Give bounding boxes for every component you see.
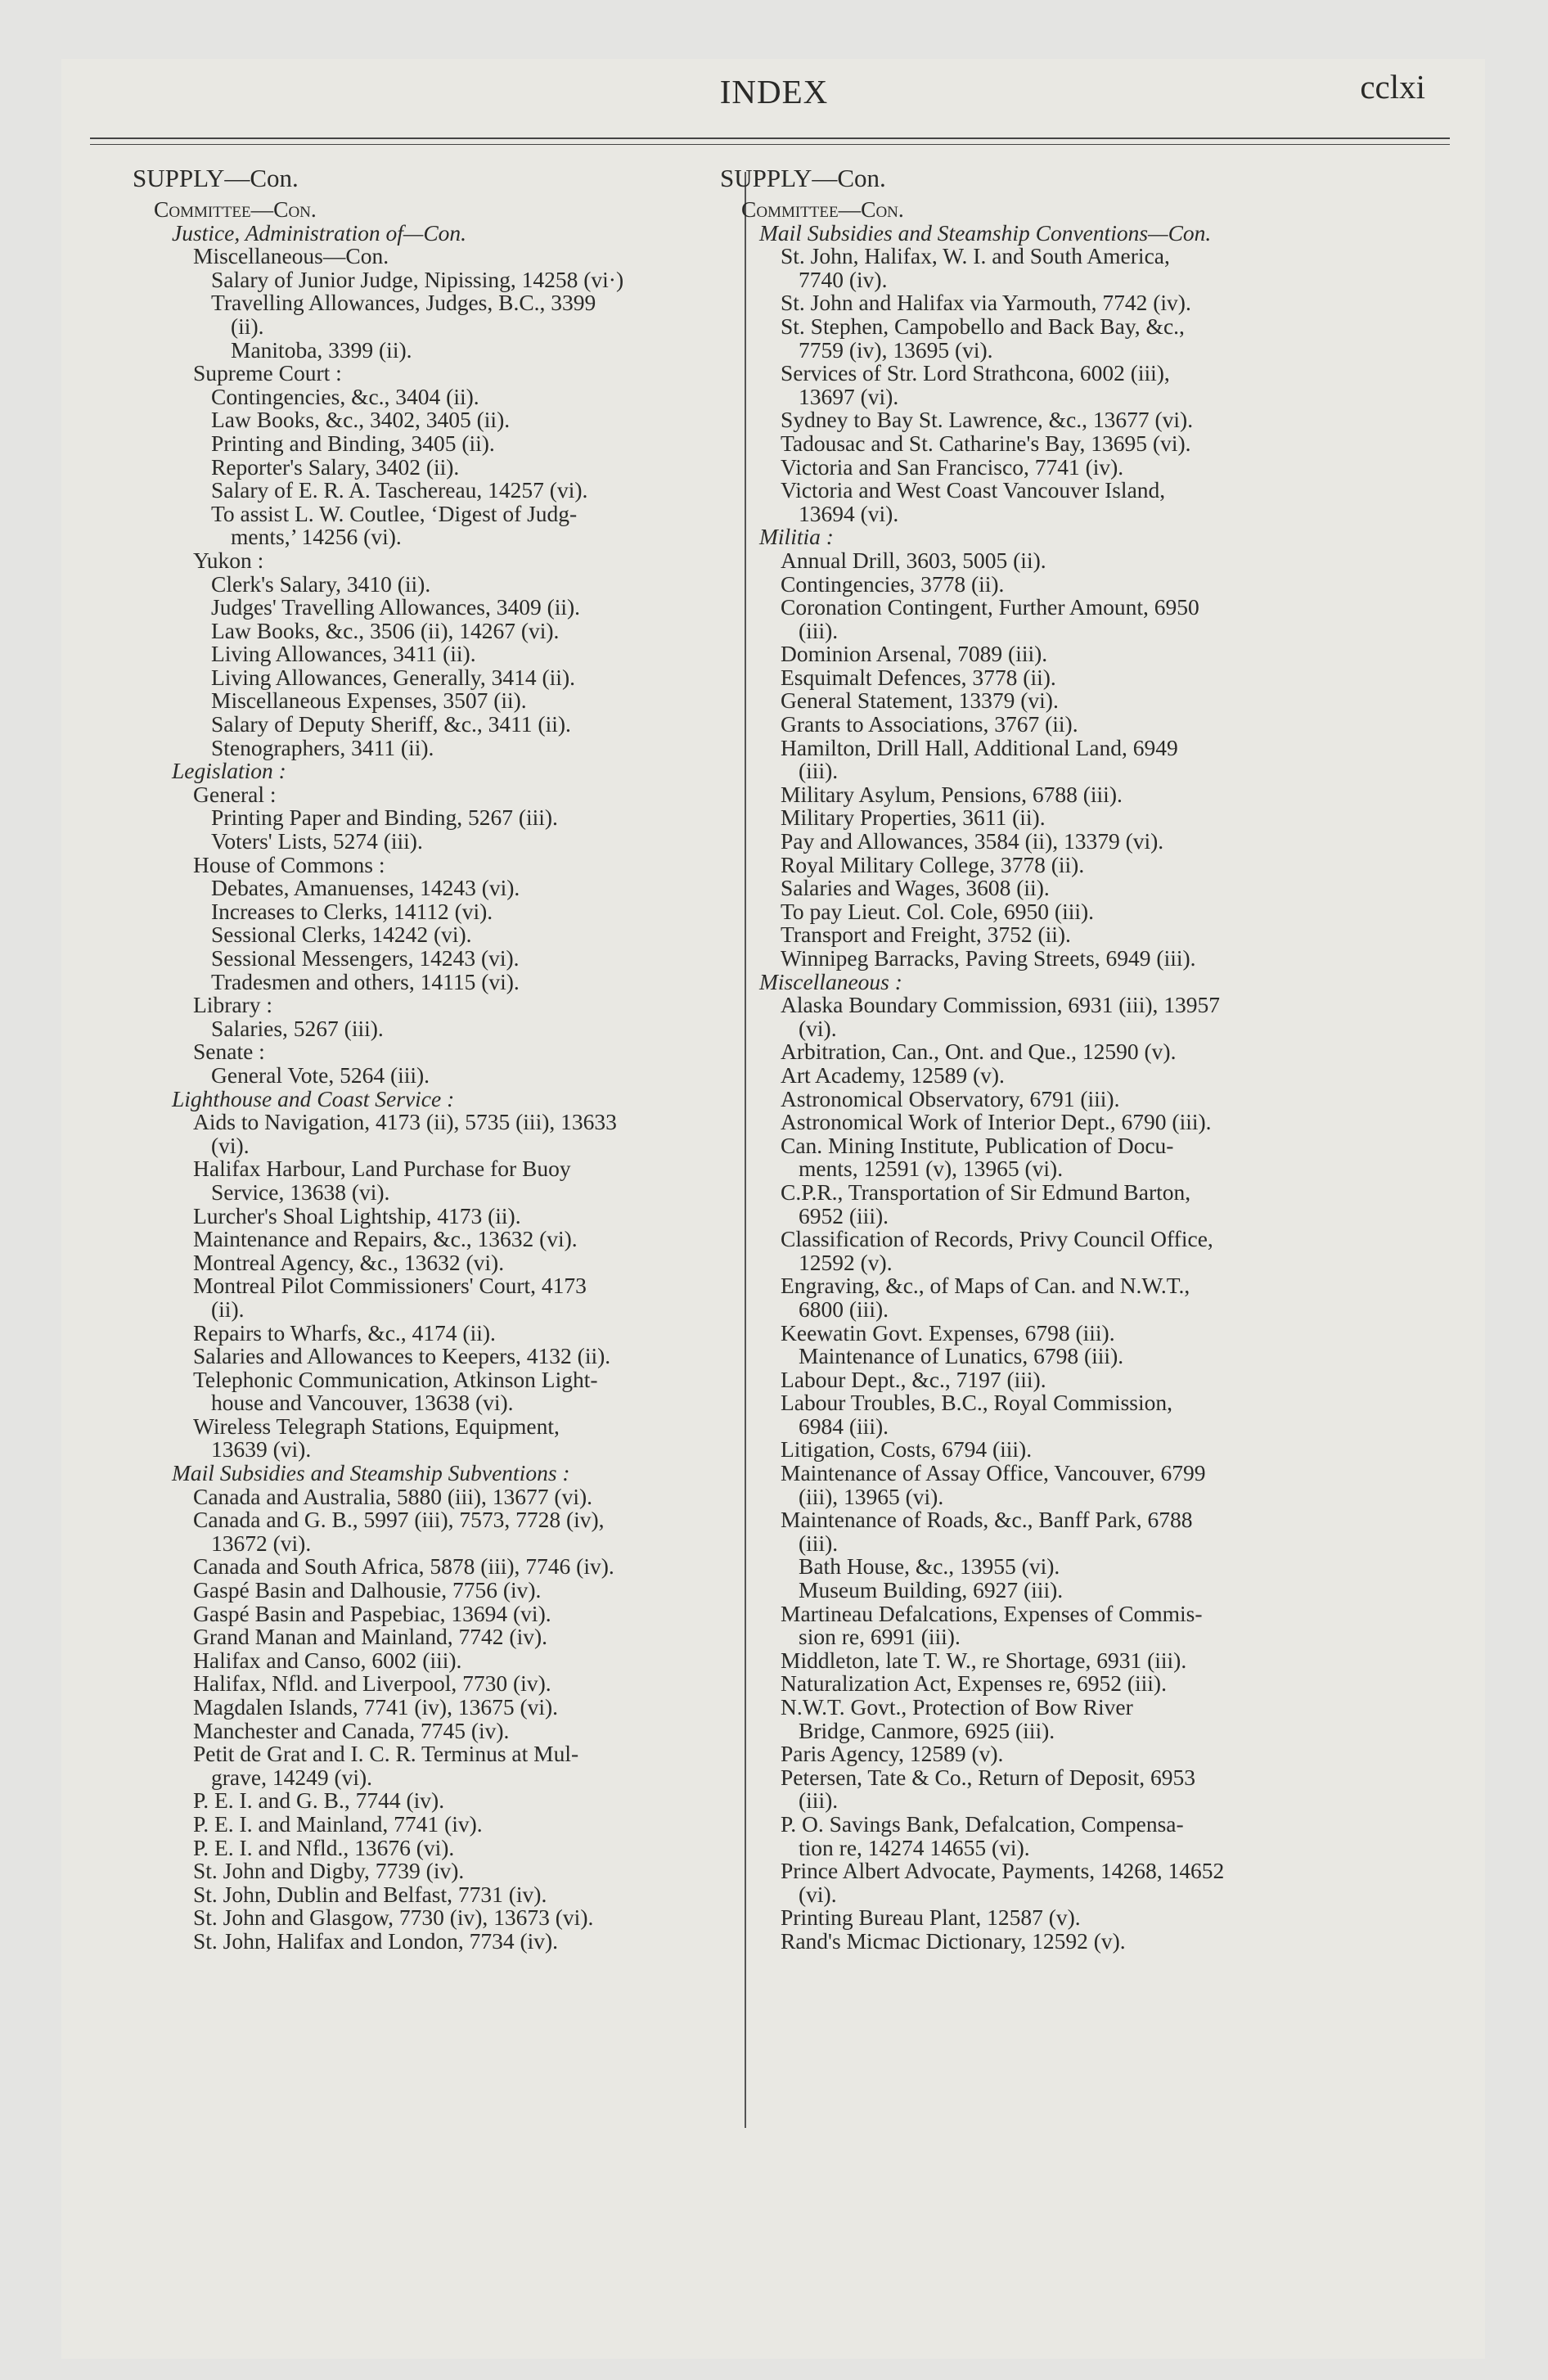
index-entry: 12592 (v).	[799, 1249, 893, 1275]
index-entry: Law Books, &c., 3402, 3405 (ii).	[211, 407, 511, 433]
index-entry: Rand's Micmac Dictionary, 12592 (v).	[781, 1927, 1126, 1954]
index-subheading: Committee—Con.	[154, 196, 317, 222]
index-entry: P. E. I. and Mainland, 7741 (iv).	[193, 1810, 483, 1837]
index-entry: To pay Lieut. Col. Cole, 6950 (iii).	[781, 898, 1095, 924]
index-entry: Transport and Freight, 3752 (ii).	[781, 922, 1071, 948]
index-entry: (iii).	[799, 1530, 839, 1556]
index-entry: Grand Manan and Mainland, 7742 (iv).	[193, 1624, 548, 1650]
index-entry: Judges' Travelling Allowances, 3409 (ii).	[211, 594, 581, 620]
index-entry: St. John, Halifax, W. I. and South America,	[781, 243, 1170, 269]
index-entry: Law Books, &c., 3506 (ii), 14267 (vi).	[211, 617, 560, 643]
index-entry: General :	[193, 781, 277, 807]
index-entry: House of Commons :	[193, 851, 385, 877]
index-entry: Debates, Amanuenses, 14243 (vi).	[211, 875, 520, 901]
index-entry: 13639 (vi).	[211, 1436, 312, 1463]
index-entry: Can. Mining Institute, Publication of Docu-	[781, 1132, 1174, 1158]
index-entry: Printing and Binding, 3405 (ii).	[211, 430, 495, 456]
index-entry: Winnipeg Barracks, Paving Streets, 6949 (iii).	[781, 945, 1196, 971]
index-entry: Litigation, Costs, 6794 (iii).	[781, 1436, 1033, 1463]
index-entry: Stenographers, 3411 (ii).	[211, 734, 434, 760]
index-entry: Tadousac and St. Catharine's Bay, 13695 (vi).	[781, 430, 1191, 456]
index-entry: St. John, Dublin and Belfast, 7731 (iv).	[193, 1881, 547, 1907]
index-entry: Labour Dept., &c., 7197 (iii).	[781, 1366, 1046, 1392]
index-entry: Miscellaneous—Con.	[193, 243, 389, 269]
index-entry: Martineau Defalcations, Expenses of Commis-	[781, 1600, 1203, 1626]
index-entry: tion re, 14274 14655 (vi).	[799, 1834, 1030, 1860]
index-entry: Art Academy, 12589 (v).	[781, 1062, 1005, 1088]
index-entry: P. E. I. and Nfld., 13676 (vi).	[193, 1834, 455, 1860]
index-entry: Salaries and Allowances to Keepers, 4132 (ii).	[193, 1343, 611, 1369]
index-entry: 7759 (iv), 13695 (vi).	[799, 336, 993, 363]
index-entry: Miscellaneous Expenses, 3507 (ii).	[211, 687, 527, 714]
index-entry: Astronomical Observatory, 6791 (iii).	[781, 1085, 1120, 1111]
index-entry: Manitoba, 3399 (ii).	[231, 336, 412, 363]
index-entry: Magdalen Islands, 7741 (iv), 13675 (vi).	[193, 1694, 559, 1720]
index-entry: Naturalization Act, Expenses re, 6952 (iii).	[781, 1670, 1167, 1697]
index-entry: Alaska Boundary Commission, 6931 (iii), 13957	[781, 992, 1220, 1018]
index-entry: Maintenance and Repairs, &c., 13632 (vi).	[193, 1226, 578, 1252]
index-entry: 7740 (iv).	[799, 266, 888, 292]
index-entry: General Statement, 13379 (vi).	[781, 687, 1059, 714]
index-entry: Montreal Pilot Commissioners' Court, 4173	[193, 1273, 587, 1299]
index-entry: Salary of Deputy Sheriff, &c., 3411 (ii).	[211, 711, 571, 737]
index-entry: Canada and Australia, 5880 (iii), 13677 (vi).	[193, 1483, 593, 1509]
index-entry: Hamilton, Drill Hall, Additional Land, 6949	[781, 734, 1178, 760]
index-entry: Astronomical Work of Interior Dept., 6790 (iii).	[781, 1109, 1212, 1135]
index-entry: Victoria and San Francisco, 7741 (iv).	[781, 453, 1124, 480]
index-subheading: Mail Subsidies and Steamship Conventions—Con.	[759, 219, 1212, 246]
index-entry: Coronation Contingent, Further Amount, 6950	[781, 594, 1199, 620]
section-heading: SUPPLY—Con.	[720, 164, 886, 192]
index-subheading: Militia :	[759, 524, 834, 550]
index-entry: Classification of Records, Privy Council Office,	[781, 1226, 1213, 1252]
index-entry: Living Allowances, 3411 (ii).	[211, 641, 476, 667]
index-entry: Salaries and Wages, 3608 (ii).	[781, 875, 1050, 901]
index-entry: Gaspé Basin and Dalhousie, 7756 (iv).	[193, 1577, 542, 1603]
index-entry: Annual Drill, 3603, 5005 (ii).	[781, 547, 1046, 573]
index-subheading: Mail Subsidies and Steamship Subventions :	[172, 1460, 570, 1486]
index-entry: Keewatin Govt. Expenses, 6798 (iii).	[781, 1319, 1115, 1346]
index-entry: Library :	[193, 992, 272, 1018]
index-entry: Tradesmen and others, 14115 (vi).	[211, 968, 520, 994]
index-entry: Military Asylum, Pensions, 6788 (iii).	[781, 781, 1123, 807]
index-entry: Supreme Court :	[193, 360, 342, 386]
index-entry: Printing Bureau Plant, 12587 (v).	[781, 1904, 1081, 1931]
index-entry: Prince Albert Advocate, Payments, 14268, 14652	[781, 1858, 1225, 1884]
index-entry: Bridge, Canmore, 6925 (iii).	[799, 1717, 1055, 1743]
page-title: INDEX	[719, 73, 829, 110]
index-entry: (iii).	[799, 1787, 839, 1814]
index-entry: Grants to Associations, 3767 (ii).	[781, 711, 1078, 737]
index-entry: Senate :	[193, 1039, 265, 1065]
index-entry: N.W.T. Govt., Protection of Bow River	[781, 1694, 1133, 1720]
index-entry: Repairs to Wharfs, &c., 4174 (ii).	[193, 1319, 496, 1346]
index-entry: St. John and Digby, 7739 (iv).	[193, 1858, 465, 1884]
index-entry: Salary of Junior Judge, Nipissing, 14258 (vi·)	[211, 266, 624, 292]
index-column-right	[720, 164, 1293, 1954]
index-entry: Contingencies, &c., 3404 (ii).	[211, 383, 479, 409]
index-entry: Yukon :	[193, 547, 264, 573]
index-entry: St. John, Halifax and London, 7734 (iv).	[193, 1927, 559, 1954]
index-entry: Royal Military College, 3778 (ii).	[781, 851, 1085, 877]
index-entry: Manchester and Canada, 7745 (iv).	[193, 1717, 510, 1743]
index-entry: Esquimalt Defences, 3778 (ii).	[781, 664, 1056, 690]
section-heading: SUPPLY—Con.	[133, 164, 299, 192]
index-entry: Salaries, 5267 (iii).	[211, 1015, 384, 1041]
index-entry: 13672 (vi).	[211, 1530, 312, 1556]
index-entry: Dominion Arsenal, 7089 (iii).	[781, 641, 1048, 667]
index-entry: Bath House, &c., 13955 (vi).	[799, 1553, 1060, 1580]
index-entry: (iii).	[799, 617, 839, 643]
index-entry: Salary of E. R. A. Taschereau, 14257 (vi).	[211, 477, 588, 503]
index-entry: Services of Str. Lord Strathcona, 6002 (iii),	[781, 360, 1170, 386]
index-entry: Service, 13638 (vi).	[211, 1179, 390, 1205]
index-entry: P. E. I. and G. B., 7744 (iv).	[193, 1787, 445, 1814]
index-subheading: Justice, Administration of—Con.	[172, 219, 467, 246]
index-entry: (vi).	[799, 1015, 837, 1041]
index-entry: Halifax and Canso, 6002 (iii).	[193, 1647, 462, 1673]
index-entry: Sessional Clerks, 14242 (vi).	[211, 922, 472, 948]
index-entry: Living Allowances, Generally, 3414 (ii).	[211, 664, 575, 690]
index-subheading: Miscellaneous :	[759, 968, 902, 994]
index-entry: (vi).	[211, 1132, 250, 1158]
index-entry: Lurcher's Shoal Lightship, 4173 (ii).	[193, 1202, 521, 1228]
index-entry: (iii).	[799, 758, 839, 784]
index-subheading: Committee—Con.	[741, 196, 904, 222]
index-entry: Petersen, Tate & Co., Return of Deposit, 6953	[781, 1764, 1196, 1790]
header-rule-thin	[90, 144, 1450, 145]
index-entry: Canada and South Africa, 5878 (iii), 7746 (iv).	[193, 1553, 614, 1580]
index-subheading: Lighthouse and Coast Service :	[172, 1085, 455, 1111]
index-entry: 6800 (iii).	[799, 1296, 889, 1322]
index-entry: Printing Paper and Binding, 5267 (iii).	[211, 805, 558, 831]
index-entry: St. Stephen, Campobello and Back Bay, &c.,	[781, 313, 1185, 339]
index-entry: Halifax, Nfld. and Liverpool, 7730 (iv).	[193, 1670, 551, 1697]
index-entry: Canada and G. B., 5997 (iii), 7573, 7728 (iv),	[193, 1507, 605, 1533]
index-entry: Clerk's Salary, 3410 (ii).	[211, 570, 431, 597]
index-entry: Sydney to Bay St. Lawrence, &c., 13677 (vi).	[781, 407, 1194, 433]
index-column-left	[133, 164, 705, 1954]
index-entry: Maintenance of Assay Office, Vancouver, 6799	[781, 1460, 1206, 1486]
index-entry: house and Vancouver, 13638 (vi).	[211, 1390, 514, 1416]
index-entry: grave, 14249 (vi).	[211, 1764, 373, 1790]
index-entry: Telephonic Communication, Atkinson Light-	[193, 1366, 598, 1392]
index-entry: Paris Agency, 12589 (v).	[781, 1741, 1004, 1767]
index-entry: Montreal Agency, &c., 13632 (vi).	[193, 1249, 505, 1275]
index-entry: Middleton, late T. W., re Shortage, 6931 (iii).	[781, 1647, 1187, 1673]
index-entry: (ii).	[211, 1296, 245, 1322]
index-entry: (iii), 13965 (vi).	[799, 1483, 944, 1509]
index-entry: 6952 (iii).	[799, 1202, 889, 1228]
index-entry: General Vote, 5264 (iii).	[211, 1062, 430, 1088]
index-entry: Engraving, &c., of Maps of Can. and N.W.T.,	[781, 1273, 1190, 1299]
index-entry: P. O. Savings Bank, Defalcation, Compensa-	[781, 1810, 1184, 1837]
index-entry: Aids to Navigation, 4173 (ii), 5735 (iii), 13633	[193, 1109, 617, 1135]
index-entry: St. John and Halifax via Yarmouth, 7742 (iv).	[781, 290, 1191, 316]
index-entry: Sessional Messengers, 14243 (vi).	[211, 945, 520, 971]
index-entry: ments, 12591 (v), 13965 (vi).	[799, 1156, 1064, 1182]
index-entry: Maintenance of Lunatics, 6798 (iii).	[799, 1343, 1124, 1369]
index-entry: Wireless Telegraph Stations, Equipment,	[193, 1413, 560, 1439]
page-number: cclxi	[1360, 68, 1425, 106]
index-entry: (ii).	[231, 313, 264, 339]
header-rule	[90, 137, 1450, 139]
index-entry: sion re, 6991 (iii).	[799, 1624, 961, 1650]
index-entry: 13697 (vi).	[799, 383, 899, 409]
index-subheading: Legislation :	[172, 758, 286, 784]
index-entry: Gaspé Basin and Paspebiac, 13694 (vi).	[193, 1600, 551, 1626]
index-entry: Contingencies, 3778 (ii).	[781, 570, 1005, 597]
index-entry: 13694 (vi).	[799, 500, 899, 526]
index-entry: St. John and Glasgow, 7730 (iv), 13673 (vi).	[193, 1904, 594, 1931]
index-entry: Arbitration, Can., Ont. and Que., 12590 (v).	[781, 1039, 1177, 1065]
index-entry: Labour Troubles, B.C., Royal Commission,	[781, 1390, 1173, 1416]
index-entry: Museum Building, 6927 (iii).	[799, 1577, 1064, 1603]
index-entry: Travelling Allowances, Judges, B.C., 3399	[211, 290, 596, 316]
index-entry: Victoria and West Coast Vancouver Island,	[781, 477, 1166, 503]
index-entry: Reporter's Salary, 3402 (ii).	[211, 453, 460, 480]
index-entry: Military Properties, 3611 (ii).	[781, 805, 1046, 831]
index-entry: Petit de Grat and I. C. R. Terminus at Mul-	[193, 1741, 579, 1767]
index-entry: Halifax Harbour, Land Purchase for Buoy	[193, 1156, 571, 1182]
index-entry: Pay and Allowances, 3584 (ii), 13379 (vi).	[781, 828, 1164, 854]
index-entry: Voters' Lists, 5274 (iii).	[211, 828, 423, 854]
index-entry: Maintenance of Roads, &c., Banff Park, 6788	[781, 1507, 1193, 1533]
index-entry: Increases to Clerks, 14112 (vi).	[211, 898, 493, 924]
index-entry: (vi).	[799, 1881, 837, 1907]
index-entry: C.P.R., Transportation of Sir Edmund Barton,	[781, 1179, 1191, 1205]
index-entry: ments,’ 14256 (vi).	[231, 524, 402, 550]
index-entry: 6984 (iii).	[799, 1413, 889, 1439]
index-entry: To assist L. W. Coutlee, ‘Digest of Judg-	[211, 500, 578, 526]
